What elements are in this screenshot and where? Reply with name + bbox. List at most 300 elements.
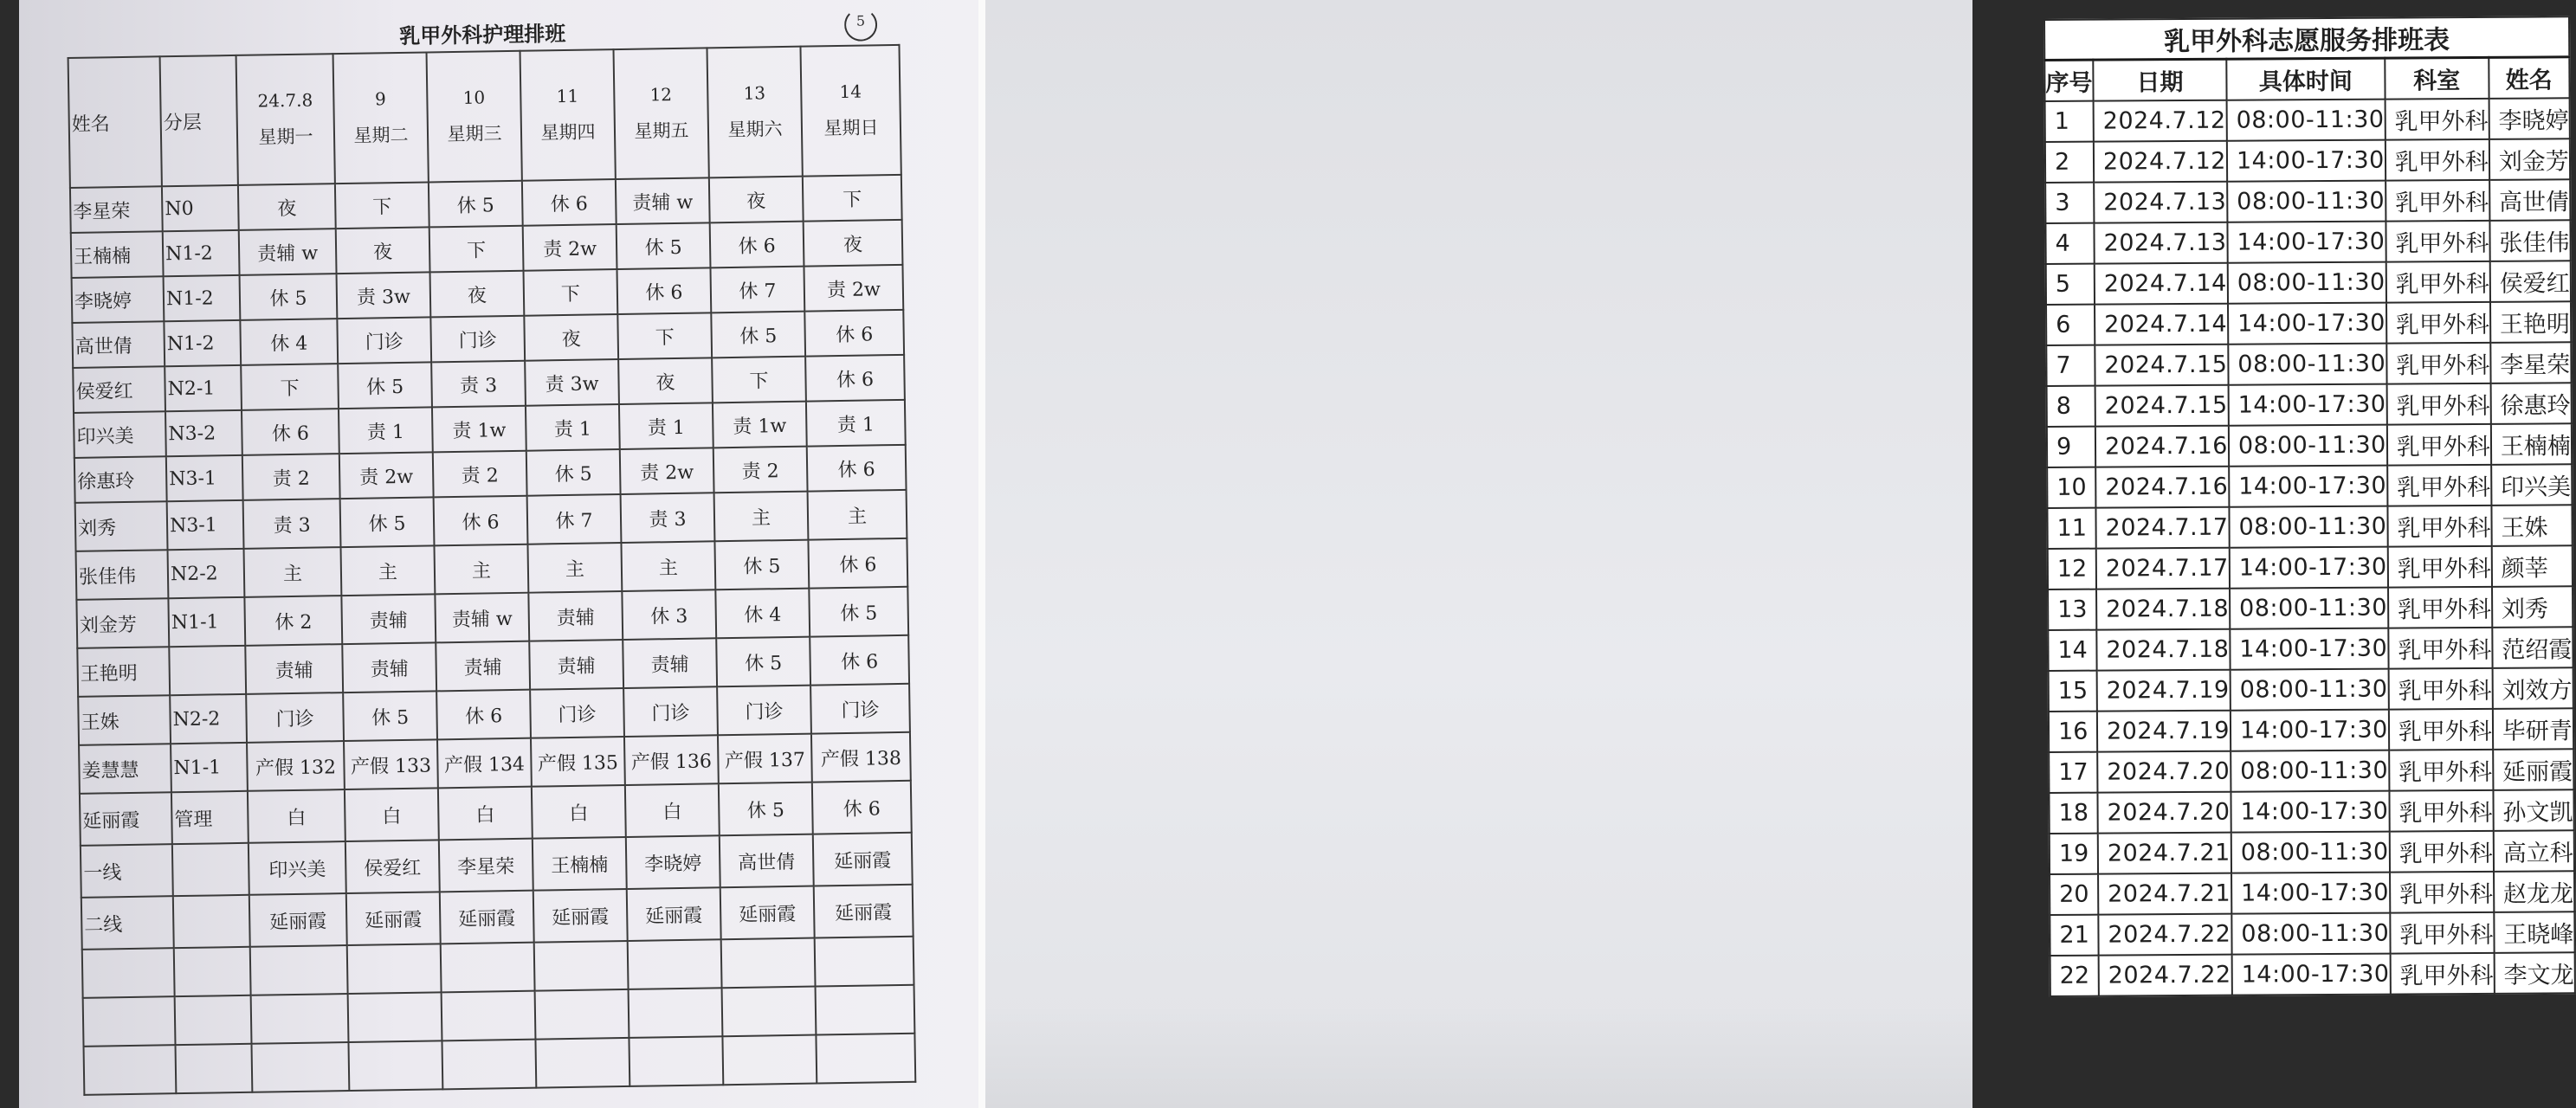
shift-cell <box>251 994 349 1044</box>
volunteer-name-cell: 王楠楠 <box>2491 423 2572 465</box>
volunteer-col-header: 具体时间 <box>2226 58 2385 100</box>
department-cell: 乳甲外科 <box>2386 139 2489 181</box>
nursing-schedule-sheet <box>67 13 916 1096</box>
shift-cell <box>816 1034 915 1084</box>
shift-cell: 责 3 <box>431 361 526 408</box>
time-cell: 14:00-17:30 <box>2229 384 2387 426</box>
serial-number-cell: 12 <box>2048 549 2096 589</box>
staff-layer-cell: N2-2 <box>170 694 247 744</box>
department-cell: 乳甲外科 <box>2385 99 2489 140</box>
shift-cell: 责辅 <box>341 594 436 644</box>
volunteer-name-cell: 刘金芳 <box>2489 138 2570 180</box>
time-cell: 14:00-17:30 <box>2231 791 2389 833</box>
shift-cell: 白 <box>532 785 626 839</box>
table-row <box>2050 830 2574 874</box>
shift-cell: 责辅 <box>529 640 623 690</box>
shift-cell: 休 6 <box>434 496 528 546</box>
shift-cell: 休 4 <box>240 319 338 365</box>
department-cell: 乳甲外科 <box>2387 506 2491 547</box>
time-cell: 08:00-11:30 <box>2231 913 2390 955</box>
shift-cell: 夜 <box>336 227 430 274</box>
shift-cell: 下 <box>524 269 618 316</box>
department-cell: 乳甲外科 <box>2389 750 2493 791</box>
shift-cell: 下 <box>617 312 712 359</box>
col-header-date: 10 <box>462 87 486 108</box>
shift-cell: 休 2 <box>244 596 342 646</box>
shift-cell: 门诊 <box>623 686 718 737</box>
shift-cell: 夜 <box>238 184 336 230</box>
volunteer-name-cell: 李星荣 <box>2490 342 2571 383</box>
shift-cell: 门诊 <box>246 692 344 743</box>
nursing-schedule-title: 乳甲外科护理排班 <box>398 20 566 48</box>
volunteer-name-cell: 赵龙龙 <box>2494 871 2574 912</box>
department-cell: 乳甲外科 <box>2390 872 2494 913</box>
date-cell: 2024.7.20 <box>2097 751 2231 793</box>
table-row <box>2046 301 2571 345</box>
staff-name-cell: 张佳伟 <box>76 550 169 600</box>
table-row <box>2046 261 2571 305</box>
col-header-day <box>236 54 335 185</box>
volunteer-name-cell: 李晓婷 <box>2489 98 2569 139</box>
shift-cell: 责 2w <box>804 265 903 312</box>
shift-cell <box>442 991 536 1041</box>
table-row <box>2045 98 2570 142</box>
department-cell: 乳甲外科 <box>2388 628 2492 669</box>
shift-cell: 责 3 <box>621 493 715 543</box>
staff-name-cell: 侯爱红 <box>73 366 165 413</box>
volunteer-name-cell: 徐惠玲 <box>2490 383 2571 424</box>
department-cell: 乳甲外科 <box>2387 424 2491 466</box>
table-row <box>2049 789 2573 834</box>
col-header-day <box>707 47 802 178</box>
shift-cell: 休 5 <box>714 540 809 590</box>
col-header-day <box>520 49 616 181</box>
serial-number-cell: 8 <box>2047 386 2095 427</box>
shift-cell <box>629 1036 723 1086</box>
shift-cell: 延丽霞 <box>249 893 347 947</box>
shift-cell: 休 6 <box>808 538 907 589</box>
department-cell: 乳甲外科 <box>2388 668 2492 710</box>
date-cell: 2024.7.22 <box>2099 955 2232 996</box>
col-header-weekday: 星期日 <box>823 117 879 139</box>
time-cell: 08:00-11:30 <box>2230 588 2388 629</box>
shift-cell: 下 <box>241 364 339 410</box>
photo-shade <box>985 1004 1972 1108</box>
shift-cell <box>629 988 723 1038</box>
shift-cell: 李晓婷 <box>626 835 720 889</box>
col-header-date: 9 <box>374 88 386 110</box>
shift-cell: 下 <box>429 226 524 273</box>
staff-name-cell: 王楠楠 <box>71 231 164 278</box>
nursing-schedule-table <box>68 44 917 1096</box>
shift-cell <box>348 992 442 1042</box>
date-cell: 2024.7.12 <box>2094 100 2227 142</box>
shift-cell: 责 3w <box>337 272 431 319</box>
col-header-day <box>800 45 901 177</box>
shift-cell: 休 5 <box>711 312 805 358</box>
nursing-header-row <box>68 45 901 188</box>
table-row <box>2045 138 2570 183</box>
date-cell: 2024.7.16 <box>2095 426 2229 467</box>
shift-cell: 王楠楠 <box>533 837 627 891</box>
shift-cell: 责辅 w <box>616 177 710 224</box>
date-cell: 2024.7.17 <box>2096 548 2230 589</box>
shift-cell <box>535 1038 629 1088</box>
department-cell: 乳甲外科 <box>2388 546 2492 588</box>
staff-layer-cell: N3-1 <box>166 455 243 501</box>
pen-mark: 5 <box>844 8 878 42</box>
shift-cell: 休 6 <box>710 222 804 268</box>
volunteer-name-cell: 刘效方 <box>2492 667 2573 709</box>
table-row <box>2047 383 2572 427</box>
shift-cell: 休 7 <box>710 267 804 313</box>
serial-number-cell: 9 <box>2047 427 2095 467</box>
time-cell: 08:00-11:30 <box>2231 750 2389 792</box>
shift-cell: 责辅 w <box>239 229 337 275</box>
shift-cell: 门诊 <box>810 684 910 734</box>
shift-cell: 门诊 <box>530 688 624 738</box>
table-row <box>2049 708 2573 752</box>
shift-cell <box>348 1040 442 1091</box>
staff-layer-cell: N2-1 <box>165 365 242 411</box>
department-cell: 乳甲外科 <box>2386 302 2490 344</box>
serial-number-cell: 6 <box>2046 305 2095 345</box>
staff-name-cell: 刘金芳 <box>76 598 169 648</box>
shift-cell: 责 2 <box>433 451 527 498</box>
date-cell: 2024.7.12 <box>2094 141 2227 183</box>
date-cell: 2024.7.14 <box>2095 263 2228 305</box>
col-header-name: 姓名 <box>68 56 162 188</box>
shift-cell <box>722 1035 817 1085</box>
shift-cell: 延丽霞 <box>814 885 914 938</box>
shift-cell: 休 7 <box>527 494 622 544</box>
department-cell: 乳甲外科 <box>2386 343 2490 384</box>
shift-cell: 产假 134 <box>437 738 532 789</box>
serial-number-cell: 13 <box>2048 589 2096 630</box>
shift-cell: 延丽霞 <box>720 886 815 940</box>
staff-layer-cell <box>176 1044 253 1093</box>
time-cell: 14:00-17:30 <box>2228 303 2386 345</box>
shift-cell: 休 5 <box>340 497 435 547</box>
serial-number-cell: 5 <box>2046 264 2095 305</box>
table-row <box>2050 952 2575 996</box>
volunteer-name-cell: 张佳伟 <box>2489 220 2570 261</box>
serial-number-cell: 22 <box>2050 956 2099 996</box>
date-cell: 2024.7.18 <box>2096 629 2230 671</box>
table-row <box>2048 545 2573 589</box>
shift-cell: 延丽霞 <box>533 889 628 943</box>
staff-layer-cell: 管理 <box>171 791 249 844</box>
table-row <box>2046 342 2571 386</box>
time-cell: 08:00-11:30 <box>2227 181 2386 222</box>
date-cell: 2024.7.18 <box>2096 589 2230 630</box>
volunteer-name-cell: 高立科 <box>2494 830 2574 872</box>
serial-number-cell: 4 <box>2045 223 2094 264</box>
table-row <box>2048 586 2573 630</box>
staff-layer-cell <box>173 895 250 948</box>
shift-cell <box>816 985 915 1035</box>
shift-cell: 夜 <box>430 271 525 318</box>
col-header-weekday: 星期一 <box>258 126 313 148</box>
shift-cell: 产假 138 <box>811 732 911 783</box>
serial-number-cell: 16 <box>2049 712 2097 752</box>
photo-divider <box>978 0 985 1108</box>
shift-cell: 下 <box>335 182 429 229</box>
shift-cell: 责 2 <box>242 454 340 500</box>
shift-cell: 下 <box>803 175 902 222</box>
shift-cell <box>721 938 816 989</box>
shift-cell: 休 5 <box>617 222 711 269</box>
staff-name-cell <box>82 948 175 998</box>
shift-cell: 休 5 <box>429 181 523 228</box>
volunteer-schedule-title: 乳甲外科志愿服务排班表 <box>2044 16 2569 60</box>
shift-cell: 责辅 <box>528 591 623 641</box>
shift-cell: 白 <box>625 783 720 837</box>
date-cell: 2024.7.15 <box>2095 385 2229 427</box>
staff-name-cell: 李星荣 <box>70 186 163 233</box>
shift-cell <box>441 943 535 993</box>
shift-cell: 责 1w <box>432 406 526 453</box>
serial-number-cell: 17 <box>2049 752 2097 793</box>
serial-number-cell: 18 <box>2049 793 2097 834</box>
shift-cell: 责 3w <box>525 359 619 406</box>
shift-cell: 延丽霞 <box>440 891 534 944</box>
serial-number-cell: 1 <box>2045 101 2094 142</box>
staff-name-cell: 一线 <box>81 844 173 898</box>
col-header-date: 12 <box>649 84 673 106</box>
staff-layer-cell: N1-2 <box>164 320 241 366</box>
shift-cell: 休 5 <box>343 691 437 741</box>
staff-name-cell: 王艳明 <box>77 647 170 697</box>
volunteer-name-cell: 孙文凯 <box>2493 789 2573 831</box>
volunteer-name-cell: 刘秀 <box>2492 586 2573 628</box>
table-row <box>2049 749 2573 793</box>
shift-cell: 休 4 <box>715 589 810 639</box>
staff-layer-cell: N0 <box>162 185 239 231</box>
shift-cell: 责 1 <box>526 404 620 451</box>
shift-cell: 责 1w <box>713 402 807 448</box>
shift-cell: 产假 136 <box>624 735 719 785</box>
shift-cell: 休 6 <box>804 310 904 357</box>
staff-name-cell: 李晓婷 <box>72 276 165 323</box>
staff-name-cell: 刘秀 <box>75 501 168 551</box>
shift-cell: 高世倩 <box>720 834 814 888</box>
volunteer-name-cell: 侯爱红 <box>2490 261 2571 302</box>
shift-cell: 主 <box>527 543 622 593</box>
volunteer-col-header: 序号 <box>2044 60 2093 101</box>
volunteer-name-cell: 毕研青 <box>2493 708 2573 750</box>
col-header-weekday: 星期五 <box>634 119 689 142</box>
date-cell: 2024.7.21 <box>2098 833 2231 874</box>
shift-cell: 休 6 <box>810 635 909 686</box>
serial-number-cell: 3 <box>2045 183 2094 223</box>
time-cell: 14:00-17:30 <box>2230 628 2388 670</box>
shift-cell: 产假 132 <box>247 741 345 791</box>
shift-cell: 主 <box>621 541 715 591</box>
time-cell: 14:00-17:30 <box>2231 710 2389 751</box>
serial-number-cell: 15 <box>2049 671 2097 712</box>
shift-cell <box>628 939 722 989</box>
serial-number-cell: 19 <box>2050 834 2098 874</box>
serial-number-cell: 11 <box>2047 508 2095 549</box>
col-header-date: 24.7.8 <box>257 89 313 112</box>
serial-number-cell: 2 <box>2045 142 2094 183</box>
shift-cell: 下 <box>712 357 806 403</box>
volunteer-name-cell: 王姝 <box>2491 505 2572 546</box>
col-header-date: 11 <box>556 85 579 107</box>
shift-cell: 门诊 <box>337 317 431 364</box>
date-cell: 2024.7.14 <box>2095 304 2228 345</box>
staff-layer-cell: N3-2 <box>165 410 242 456</box>
shift-cell <box>250 945 348 995</box>
time-cell: 08:00-11:30 <box>2228 344 2386 385</box>
shift-cell: 责 2w <box>523 224 617 271</box>
staff-layer-cell <box>175 995 252 1045</box>
shift-cell: 门诊 <box>430 316 525 363</box>
shift-cell: 休 6 <box>522 179 617 226</box>
shift-cell: 休 5 <box>719 783 813 836</box>
date-cell: 2024.7.19 <box>2097 711 2231 752</box>
time-cell: 14:00-17:30 <box>2227 222 2386 263</box>
table-row <box>2045 220 2570 264</box>
department-cell: 乳甲外科 <box>2390 831 2494 873</box>
volunteer-col-header: 姓名 <box>2489 57 2569 99</box>
shift-cell: 白 <box>248 789 345 843</box>
shift-cell <box>722 987 817 1037</box>
time-cell: 08:00-11:30 <box>2226 100 2385 141</box>
time-cell: 08:00-11:30 <box>2231 669 2389 711</box>
col-header-day <box>427 51 522 183</box>
volunteer-schedule-photo <box>985 0 2574 1108</box>
staff-name-cell <box>84 1045 177 1095</box>
department-cell: 乳甲外科 <box>2386 221 2489 262</box>
shift-cell: 责辅 <box>245 644 343 694</box>
shift-cell: 休 6 <box>242 409 339 455</box>
department-cell: 乳甲外科 <box>2389 709 2493 750</box>
staff-layer-cell <box>169 646 246 695</box>
table-row <box>2049 667 2573 712</box>
volunteer-name-cell: 颜莘 <box>2492 545 2573 587</box>
volunteer-name-cell: 延丽霞 <box>2493 749 2573 790</box>
shift-cell: 休 6 <box>617 267 711 314</box>
staff-layer-cell: N1-1 <box>168 597 245 647</box>
time-cell: 14:00-17:30 <box>2229 466 2387 507</box>
staff-name-cell: 二线 <box>81 896 174 950</box>
shift-cell <box>251 1042 349 1092</box>
shift-cell: 主 <box>340 545 435 596</box>
date-cell: 2024.7.21 <box>2098 873 2231 915</box>
staff-name-cell: 王姝 <box>78 695 171 745</box>
shift-cell: 休 5 <box>240 274 338 320</box>
time-cell: 08:00-11:30 <box>2228 262 2386 304</box>
table-row <box>2047 423 2572 467</box>
department-cell: 乳甲外科 <box>2386 261 2490 303</box>
col-header-date: 13 <box>743 82 766 104</box>
table-row <box>2050 871 2574 915</box>
shift-cell: 延丽霞 <box>813 833 913 886</box>
time-cell: 08:00-11:30 <box>2231 832 2390 873</box>
date-cell: 2024.7.17 <box>2095 507 2229 549</box>
shift-cell: 门诊 <box>717 686 811 736</box>
shift-cell <box>442 1040 536 1090</box>
shift-cell: 夜 <box>618 358 713 404</box>
volunteer-header-row <box>2044 57 2569 101</box>
shift-cell: 责 3 <box>243 499 341 549</box>
shift-cell: 责辅 <box>342 642 436 692</box>
shift-cell: 主 <box>244 547 342 597</box>
shift-cell: 延丽霞 <box>346 892 441 945</box>
serial-number-cell: 14 <box>2048 630 2096 671</box>
shift-cell: 责 1 <box>619 403 713 449</box>
col-header-layer: 分层 <box>160 55 238 186</box>
staff-name-cell: 姜慧慧 <box>79 744 171 794</box>
department-cell: 乳甲外科 <box>2390 953 2494 995</box>
shift-cell: 白 <box>438 787 533 841</box>
serial-number-cell: 21 <box>2050 915 2098 956</box>
staff-layer-cell: N1-2 <box>164 275 241 321</box>
date-cell: 2024.7.20 <box>2097 792 2231 834</box>
shift-cell: 休 6 <box>805 355 905 402</box>
shift-cell: 白 <box>345 788 439 841</box>
staff-layer-cell: N1-2 <box>163 230 240 276</box>
shift-cell: 责 2w <box>339 452 434 499</box>
volunteer-name-cell: 王晓峰 <box>2494 912 2574 953</box>
department-cell: 乳甲外科 <box>2388 587 2492 628</box>
shift-cell: 休 5 <box>809 587 908 637</box>
shift-cell: 产假 135 <box>531 737 625 787</box>
shift-cell: 夜 <box>804 220 903 267</box>
shift-cell: 主 <box>434 544 528 595</box>
serial-number-cell: 20 <box>2050 874 2098 915</box>
volunteer-name-cell: 范绍霞 <box>2492 627 2573 668</box>
volunteer-schedule-sheet <box>2043 16 2576 997</box>
staff-layer-cell <box>172 843 249 896</box>
shift-cell: 责辅 w <box>435 593 529 643</box>
volunteer-col-header: 日期 <box>2093 59 2226 100</box>
shift-cell <box>534 941 629 991</box>
date-cell: 2024.7.19 <box>2097 670 2231 712</box>
date-cell: 2024.7.13 <box>2094 222 2227 264</box>
shift-cell: 休 5 <box>716 637 810 687</box>
date-cell: 2024.7.15 <box>2095 345 2228 386</box>
shift-cell: 侯爱红 <box>345 840 440 893</box>
shift-cell: 李星荣 <box>439 839 533 892</box>
staff-name-cell: 延丽霞 <box>80 792 172 846</box>
staff-name-cell: 徐惠玲 <box>74 456 167 503</box>
shift-cell: 延丽霞 <box>627 887 721 941</box>
shift-cell: 主 <box>808 490 907 540</box>
date-cell: 2024.7.16 <box>2095 467 2229 508</box>
volunteer-name-cell: 王艳明 <box>2490 301 2571 343</box>
time-cell: 08:00-11:30 <box>2229 425 2387 467</box>
time-cell: 14:00-17:30 <box>2230 547 2388 589</box>
staff-name-cell: 印兴美 <box>74 411 166 458</box>
shift-cell: 责辅 <box>623 638 717 688</box>
shift-cell: 休 3 <box>622 589 716 640</box>
serial-number-cell: 10 <box>2047 467 2095 508</box>
time-cell: 14:00-17:30 <box>2227 140 2386 182</box>
table-row <box>2047 505 2572 549</box>
col-header-day <box>333 52 429 184</box>
staff-layer-cell: N1-1 <box>171 743 248 792</box>
department-cell: 乳甲外科 <box>2387 465 2491 506</box>
col-header-weekday: 星期二 <box>353 124 409 146</box>
table-row <box>2045 179 2570 223</box>
col-header-day <box>614 48 709 179</box>
volunteer-name-cell: 印兴美 <box>2491 464 2572 506</box>
shift-cell: 责辅 <box>436 641 530 692</box>
volunteer-name-cell: 高世倩 <box>2489 179 2570 221</box>
